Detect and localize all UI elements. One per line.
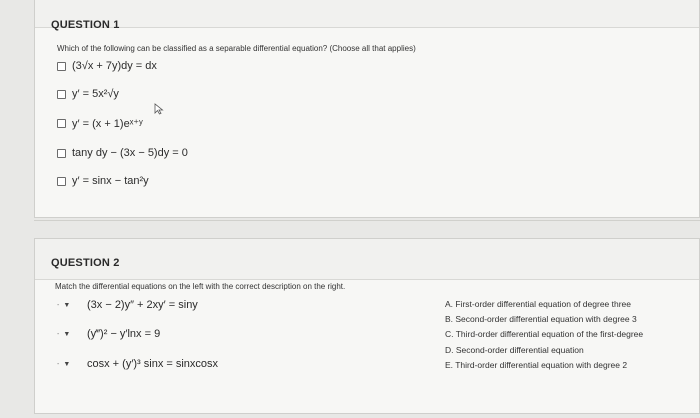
dash-icon: - [57,330,60,338]
option-1[interactable] [57,60,157,72]
checkbox[interactable] [57,62,66,71]
match-dropdown-3[interactable] [57,357,79,371]
option-5-label: y′ = sinx − tan²y [72,175,149,187]
match-row-3 [57,357,218,371]
question-2-panel [34,238,700,414]
option-2-label: y′ = 5x²√y [72,88,119,100]
match-left-1: (3x − 2)y″ + 2xy′ = siny [87,299,198,311]
question-1-prompt: Which of the following can be classified as a separable differential equation? (Choose all that applies) [57,44,416,53]
checkbox[interactable] [57,177,66,186]
dash-icon: - [57,301,60,309]
chevron-down-icon: ▼ [63,330,71,338]
chevron-down-icon: ▼ [63,301,71,309]
divider [34,220,700,221]
option-3-label: y′ = (x + 1)eˣ⁺ʸ [72,118,143,130]
answer-e: E. Third-order differential equation with degree 2 [445,359,628,370]
option-4-label: tany dy − (3x − 5)dy = 0 [72,147,188,159]
match-row-1 [57,298,198,312]
question-2-header [35,239,699,280]
answer-list [445,297,643,373]
checkbox[interactable] [57,90,66,99]
option-4[interactable] [57,147,188,159]
answer-c: C. Third-order differential equation of the first-degree [445,329,644,340]
match-dropdown-2[interactable] [57,327,79,341]
question-2-prompt: Match the differential equations on the left with the correct description on the right. [55,282,346,291]
question-1-title: QUESTION 1 [51,19,120,31]
chevron-down-icon: ▼ [63,360,71,368]
option-5[interactable] [57,175,149,187]
option-1-label: (3√x + 7y)dy = dx [72,60,157,72]
match-left-2: (y‴)² − y′lnx = 9 [87,328,161,340]
answer-b: B. Second-order differential equation with degree 3 [445,314,637,325]
answer-d: D. Second-order differential equation [445,344,584,355]
match-dropdown-1[interactable] [57,298,79,312]
option-2[interactable] [57,88,119,100]
checkbox[interactable] [57,119,66,128]
question-1-header [35,0,699,31]
option-3[interactable] [57,117,143,130]
mouse-cursor-icon [154,103,164,115]
match-left-3: cosx + (y′)³ sinx = sinxcosx [87,358,219,370]
question-2-title: QUESTION 2 [51,257,120,269]
checkbox[interactable] [57,149,66,158]
match-row-2 [57,327,160,341]
answer-a: A. First-order differential equation of degree three [445,299,632,309]
question-1-panel [34,0,700,218]
dash-icon: - [57,360,60,368]
